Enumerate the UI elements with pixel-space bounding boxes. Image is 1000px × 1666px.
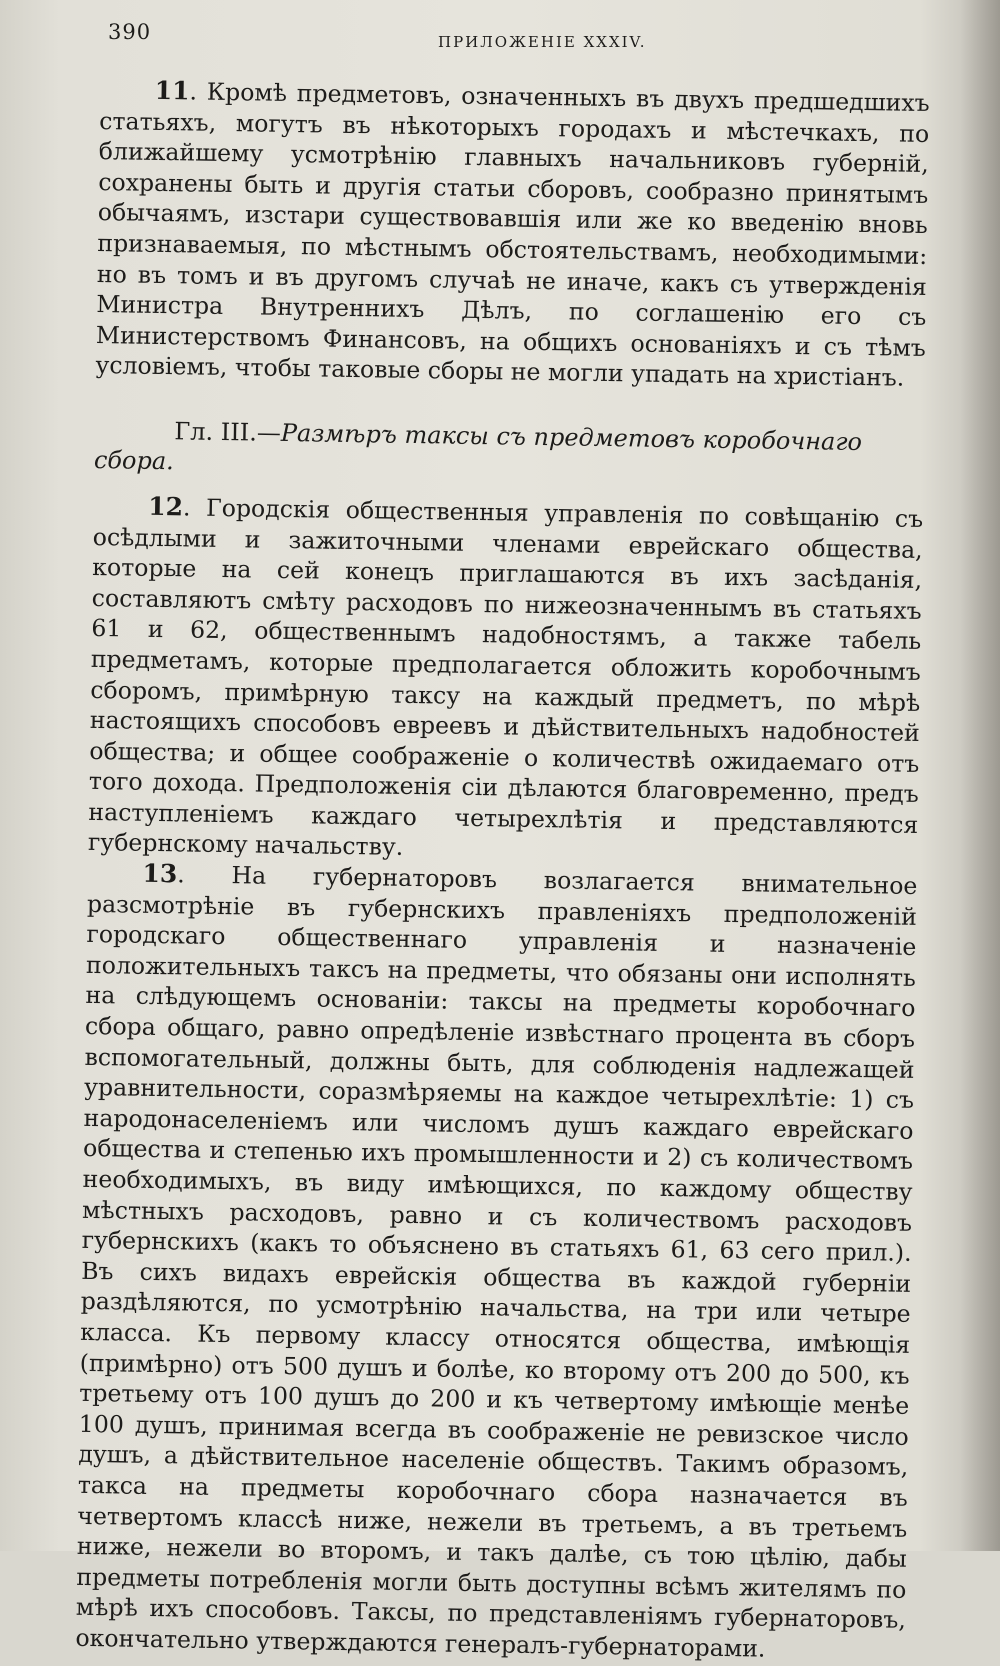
page-number: 390 xyxy=(108,20,152,44)
article-text: . Кромѣ предметовъ, означенныхъ въ двухъ предшедшихъ статьяхъ, могутъ въ нѣкоторыхъ городахъ и мѣстечкахъ, по ближайшему усмотрѣнію главныхъ начальниковъ губерній, сохранены быть и другія статьи сборовъ, сообразно принятымъ обычаямъ, изстари существовавшія или же ко введенію вновь признаваемыя, по мѣстнымъ обстоятельствамъ, необходимыми: но въ томъ и въ другомъ случаѣ не иначе, какъ съ утвержденія Министра Внутреннихъ Дѣлъ, по соглашенію его съ Министерствомъ Финансовъ, на общихъ основаніяхъ и съ тѣмъ условіемъ, чтобы таковые сборы не могли упадать на христіанъ. xyxy=(95,77,930,393)
article-11 xyxy=(95,75,930,394)
chapter-title: Размѣръ таксы съ предметовъ коробочнаго сбора. xyxy=(93,418,863,476)
article-13 xyxy=(75,858,917,1666)
article-text: . На губернаторовъ возлагается внимательное разсмотрѣніе въ губернскихъ правленіяхъ предположеній городскаго общественнаго управленія и назначеніе положительныхъ таксъ на предметы, что обязаны они исполнять на слѣдующемъ основаніи: таксы на предметы коробочнаго сбора общаго, равно опредѣленіе извѣстнаго процента въ сборъ вспомогательный, должны быть, для соблюденія надлежащей уравнительности, соразмѣряемы на каждое четырехлѣтіе: 1) съ народонаселеніемъ или числомъ душъ каждаго еврейскаго общества и степенью ихъ промышленности и 2) съ количествомъ необходимыхъ, въ виду имѣющихся, по каждому обществу мѣстныхъ расходовъ, равно и съ количествомъ расходовъ губернскихъ (какъ то объяснено въ статьяхъ 61, 63 сего прил.). Въ сихъ видахъ еврейскія общества въ каждой губерніи раздѣляются, по усмотрѣнію начальства, на три или четыре класса. Къ первому классу относятся общества, имѣющія (примѣрно) отъ 500 душъ и болѣе, ко второму отъ 200 до 500, къ третьему отъ 100 душъ до 200 и къ четвертому имѣющіе менѣе 100 душъ, принимая всегда въ соображеніе не ревизское число душъ, а дѣйствительное населеніе обществъ. Такимъ образомъ, такса на предметы коробочнаго сбора назначается въ четвертомъ классѣ ниже, нежели въ третьемъ, а въ третьемъ ниже, нежели во второмъ, и такъ далѣе, съ тою цѣлію, дабы предметы потребленія могли быть доступны всѣмъ жителямъ по мѣрѣ ихъ способовъ. Таксы, по представленіямъ губернаторовъ, окончательно утверждаются генералъ-губернаторами. xyxy=(75,860,918,1663)
chapter-label: Гл. III. xyxy=(174,417,258,447)
article-number: 11 xyxy=(154,75,190,106)
body-text xyxy=(75,75,930,1666)
chapter-dash: — xyxy=(256,418,282,447)
article-number: 13 xyxy=(142,858,178,889)
running-head: ПРИЛОЖЕНІЕ XXXIV. xyxy=(438,33,647,51)
article-text: . Городскія общественныя управленія по совѣщанію съ осѣдлыми и зажиточными членами еврейскаго общества, которые на сей конецъ приглашаются въ ихъ засѣданія, составляютъ смѣту расходовъ по нижеозначеннымъ въ статьяхъ 61 и 62, общественнымъ надобностямъ, а также табель предметамъ, которые предполагается обложить коробочнымъ сборомъ, примѣрную таксу на каждый предметъ, по мѣрѣ настоящихъ способовъ евреевъ и дѣйствительныхъ надобностей общества; и общее соображеніе о количествѣ ожидаемаго отъ того дохода. Предположенія сіи дѣлаются благовременно, предъ наступленіемъ каждаго четырехлѣтія и представляются губернскому начальству. xyxy=(87,493,924,862)
chapter-heading xyxy=(94,415,925,488)
article-12 xyxy=(88,491,924,871)
article-number: 12 xyxy=(148,491,184,522)
